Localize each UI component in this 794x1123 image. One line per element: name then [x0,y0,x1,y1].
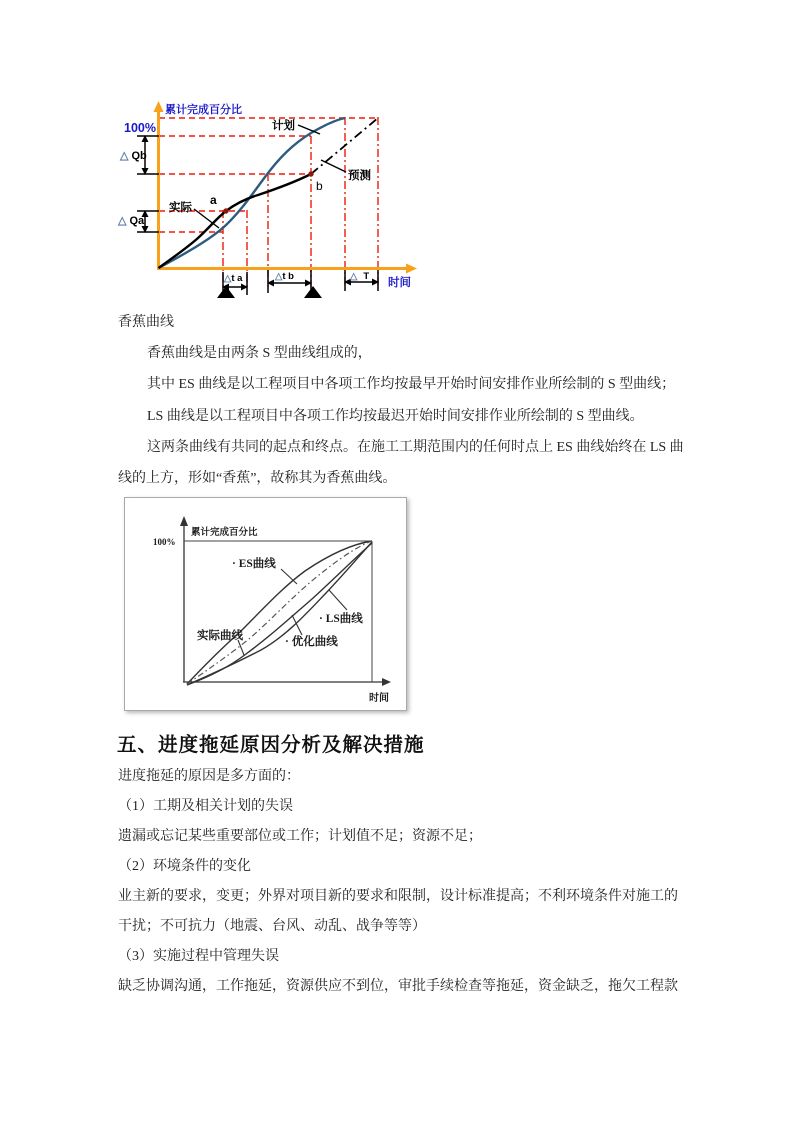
paragraph-line: 进度拖延的原因是多方面的： [118,769,300,784]
delta-ta-label: △t a [224,273,243,284]
delay-cause-paragraphs [118,762,718,1002]
fig1-x-axis-label: 时间 [388,277,411,289]
actual-curve [159,174,312,268]
milestone-triangle-b [304,286,322,298]
point-a-dot [223,208,228,213]
delta-T-label: △ T [350,271,370,282]
paragraph-line: （2）环境条件的变化 [118,859,251,874]
fig2-100-label: 100% [153,537,176,547]
delta-qb-label: △ Qb [120,150,147,162]
forecast-label: 预测 [348,170,371,182]
plot-bounds [184,541,372,682]
point-a-label: a [210,193,217,207]
figure-banana-curve [124,497,407,711]
paragraph-line: 遗漏或忘记某些重要部位或工作；计划值不足；资源不足； [118,829,482,844]
banana-curve-paragraphs [118,307,718,494]
fig1-y-axis-label: 累计完成百分比 [165,104,242,116]
y-axis-arrow [180,516,188,526]
point-b-label: b [316,179,323,193]
paragraph-line: 香蕉曲线 [118,315,174,330]
actual-curve-label: 实际曲线 [197,630,243,642]
fig2-x-axis-label: 时间 [369,693,389,704]
paragraph-line: 香蕉曲线是由两条 S 型曲线组成的， [147,346,372,362]
delta-tb-label: △t b [275,271,294,282]
paragraph-line: 这两条曲线有共同的起点和终点。在施工工期范围内的任何时点上 ES 曲线始终在 LS 曲 [147,439,684,455]
point-b-dot [308,171,313,176]
fig2-y-axis-label: 累计完成百分比 [191,528,258,538]
paragraph-line: 线的上方，形如“香蕉”，故称其为香蕉曲线。 [118,471,397,487]
x-axis-arrow [382,678,391,686]
x-axis-arrow [406,264,417,274]
progress-chart-canvas [112,96,427,301]
y-axis-arrow [154,101,164,112]
paragraph-line: 业主新的要求，变更；外界对项目新的要求和限制，设计标准提高；不利环境条件对施工的 [118,889,678,904]
leader-lines [194,125,346,228]
banana-chart-canvas [125,498,404,708]
fig1-100-label: 100% [124,121,156,135]
section-heading: 五、进度拖延原因分析及解决措施 [117,735,425,756]
paragraph-line: 缺乏协调沟通，工作拖延，资源供应不到位，审批手续检查等拖延，资金缺乏，拖欠工程款 [118,979,678,994]
milestone-triangle-a [217,286,235,298]
paragraph-line: （3）实施过程中管理失误 [118,949,279,964]
figure-progress-chart [112,96,427,301]
paragraph-line: 其中 ES 曲线是以工程项目中各项工作均按最早开始时间安排作业所绘制的 S 型曲线； [147,377,676,393]
optimized-curve-label: · 优化曲线 [285,636,338,648]
es-curve-label: · ES曲线 [232,558,276,570]
paragraph-line: LS 曲线是以工程项目中各项工作均按最迟开始时间安排作业所绘制的 S 型曲线。 [147,408,644,424]
paragraph-line: 干扰；不可抗力（地震、台风、动乱、战争等等） [118,919,426,934]
actual-curve-label: 实际 [169,202,192,214]
plan-curve-label: 计划 [272,120,295,132]
plan-curve [159,118,346,268]
paragraph-line: （1）工期及相关计划的失误 [118,799,293,814]
delta-qa-label: △ Qa [118,215,145,227]
ls-curve-label: · LS曲线 [319,613,363,625]
axes [183,523,386,682]
